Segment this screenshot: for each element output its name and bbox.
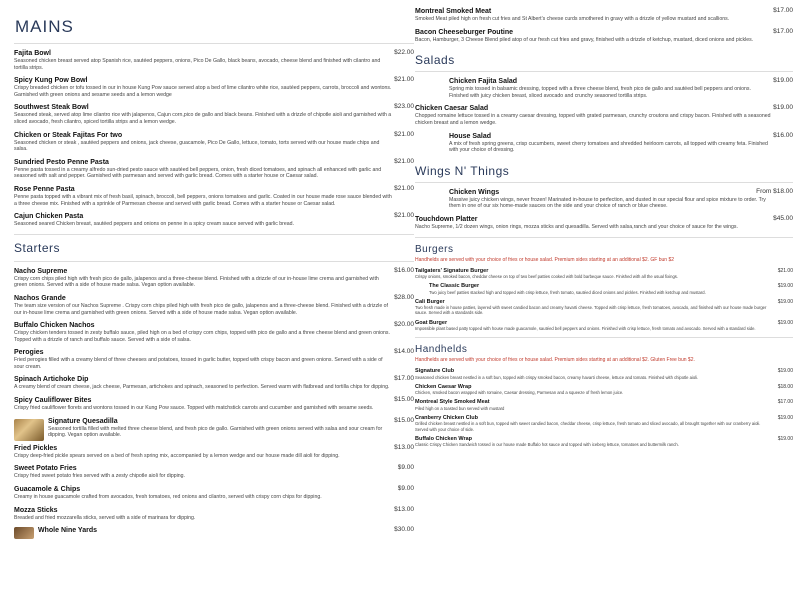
item-name: Chicken Caesar Salad: [415, 105, 489, 113]
item-desc: Crispy chicken tenders tossed in zesty buffalo sauce, piled high on a bed of crispy corn chips, topped with pico de gallo and a three cheese blend and green onions. Topped with a drizzle of ranch and buffalo sauce. Served with a side of salsa.: [14, 330, 390, 343]
item-name: Goat Burger: [415, 319, 448, 326]
item-desc: Seasoned steak, served atop lime cilantro rice with jalapenos, Cajun corn,pico de gallo and black beans. Finished with a drizzle of chipotle aioli and garnished with a sliced avocado, fresh cilantro, spiced tortilla strips and a lemon wedge.: [14, 112, 392, 125]
item-name: Guacamole & Chips: [14, 486, 81, 494]
menu-item: [14, 322, 414, 343]
menu-item: [415, 436, 793, 448]
item-price: $19.00: [777, 368, 793, 375]
item-desc: Two fresh made in house patties, layered with sweet candied bacon and creamy havarti cheese. Topped with crisp lettuce, fresh tomatoes, avocado, and finished with our house made burger sauce. Served with a standards side.: [415, 305, 767, 316]
item-desc: Seasoned chicken breast nestled in a soft bun, topped with crispy smoked bacon, creamy havarti cheese, lettuce and tomato. Finished with chipotle aioli.: [415, 374, 699, 380]
menu-item: [14, 445, 414, 460]
item-name: Fried Pickles: [14, 444, 58, 452]
item-price: $19.00: [777, 283, 793, 290]
handhelds-heading: Handhelds: [415, 344, 468, 356]
item-price: $19.00: [777, 435, 793, 442]
item-desc: A creamy blend of cream cheese, jack cheese, Parmesan, artichokes and spinach, seasoned to perfection. Served warm with flatbread and tortilla chips for dipping.: [14, 384, 390, 391]
divider: [14, 261, 414, 262]
menu-item: [14, 418, 414, 439]
item-price: $13.00: [394, 505, 414, 513]
menu-item: [14, 486, 414, 501]
item-price: $15.00: [394, 396, 414, 404]
item-price: $18.00: [777, 383, 793, 390]
item-price: $19.00: [773, 104, 793, 112]
item-price: $17.00: [777, 399, 793, 406]
item-name: Chicken Fajita Salad: [449, 78, 518, 86]
menu-item: [415, 78, 793, 99]
menu-item: [415, 320, 793, 332]
item-desc: Breaded and fried mozzarella sticks, served with a side of marinara for dipping.: [14, 514, 196, 521]
item-desc: Chopped romaine lettuce tossed in a creamy caesar dressing, topped with grated parmesan, crunchy croutons and crispy bacon. Finished with a seasoned chicken breast and a lemon wedge.: [415, 113, 771, 126]
item-price: $15.00: [394, 416, 414, 424]
menu-item: [14, 295, 414, 316]
item-price: $9.00: [397, 464, 414, 472]
item-name: Nachos Grande: [14, 294, 66, 302]
item-name: House Salad: [449, 132, 492, 140]
left-column: [14, 0, 414, 541]
item-name: Fajita Bowl: [14, 50, 51, 57]
item-desc: Two juicy beef patties stacked high and topped with crisp lettuce, fresh tomato, sautéed diced onions and pickles. Finished with ketchup and mustard.: [429, 289, 706, 295]
menu-item: [14, 349, 414, 370]
item-price: $22.00: [394, 49, 414, 56]
item-name: Cajun Chicken Pasta: [14, 213, 84, 221]
menu-item: [14, 50, 414, 71]
burgers-note: Handhelds are served with your choice of fries or house salad. Premium sides starting at an additional $2. GF bun $2: [415, 256, 675, 263]
item-name: Signature Club: [415, 368, 455, 375]
item-name: Spicy Kung Pow Bowl: [14, 77, 88, 85]
item-price: $19.00: [777, 319, 793, 326]
item-price: $19.00: [777, 298, 793, 305]
menu-item: [415, 216, 793, 231]
menu-item: [14, 527, 414, 535]
item-name: Cranberry Chicken Club: [415, 415, 478, 421]
divider: [14, 43, 414, 44]
menu-item: [14, 104, 414, 125]
salads-heading: Salads: [415, 53, 455, 68]
menu-item: [415, 133, 793, 154]
item-name: Touchdown Platter: [415, 215, 478, 223]
divider: [415, 237, 793, 238]
item-price: $19.00: [773, 77, 793, 85]
item-name: Perogies: [14, 349, 44, 357]
menu-item: [415, 283, 793, 295]
mains-heading: MAINS: [15, 17, 74, 36]
item-desc: Seasoned chicken breast served atop Spanish rice, sautéed peppers, onions, Pico De Gallo, black beans, avocado, cheese blend and finished with cilantro and tortilla strips.: [14, 58, 381, 71]
item-desc: Spring mix tossed in balsamic dressing, topped with a three cheese blend, fresh pico de gallo and sautéed bell peppers and onions. Finished with juicy chicken breast, sliced avocado and crunchy seasoned tortilla strips.: [449, 86, 751, 99]
item-desc: Nacho Supreme, 1/2 dozen wings, onion rings, mozza sticks and quesadilla. Served with salsa,ranch and your choice of sauce for the wings.: [415, 223, 738, 230]
item-price: $21.00: [394, 212, 414, 220]
item-desc: Classic Crispy Chicken Sandwich tossed in our house made Buffalo hot sauce and topped with iceberg lettuce, tomatoes and buttermilk ranch.: [415, 442, 679, 448]
item-price: $13.00: [394, 443, 414, 451]
item-desc: Crispy fried cauliflower florets and wontons tossed in our Kung Pow sauce. Topped with matchstick carrots and cucumber and garnished with sesame seeds.: [14, 405, 374, 412]
quesadilla-photo: [14, 419, 44, 441]
item-name: Nacho Supreme: [14, 267, 68, 275]
menu-item: [415, 415, 793, 432]
item-desc: Seasoned chicken or steak , sautéed peppers and onions, jack cheese, guacamole, Pico De Gallo, lettuce, tomato, torts served with our house made chips and salsa.: [14, 139, 380, 153]
item-desc: Crispy fried sweet potato fries served with a zesty chipotle aioli for dipping.: [14, 473, 185, 480]
item-price: $14.00: [394, 348, 414, 356]
item-desc: A mix of fresh spring greens, crisp cucumbers, sweet cherry tomatoes and shredded heirloom carrots, all topped with creamy feta. Finished with your choice of dressing.: [449, 140, 768, 154]
menu-item: [415, 29, 793, 44]
item-price: $21.00: [394, 184, 414, 192]
item-price: $28.00: [394, 293, 414, 301]
divider: [415, 337, 793, 338]
item-desc: Massive juicy chicken wings, never frozen! Marinated in-house to perfection, and dusted in our special flour and spice mixture to order. Try them in one of our six home-made sauces on the side and your choice of ranch or blue cheese.: [449, 196, 766, 210]
item-name: Whole Nine Yards: [38, 527, 97, 535]
item-price: From $18.00: [756, 187, 793, 195]
item-price: $19.00: [777, 415, 793, 421]
item-price: $21.00: [394, 157, 414, 165]
menu-item: [14, 132, 414, 153]
item-price: $20.00: [394, 321, 414, 329]
divider: [14, 234, 414, 235]
item-desc: Penne pasta tossed in a creamy alfredo sun-dried pesto sauce with sautéed bell peppers, onion, fresh diced tomatoes, and spinach all enhanced with garlic and seasoned with salt and pepper. Garnished with parmesan and served with garlic bread. Comes with a starter house or Caesar salad.: [14, 166, 382, 180]
burgers-heading: Burgers: [415, 243, 454, 255]
menu-item: [415, 189, 793, 210]
item-name: Mozza Sticks: [14, 506, 58, 514]
item-price: $23.00: [394, 103, 414, 111]
item-name: Buffalo Chicken Wrap: [415, 435, 473, 442]
item-price: $17.00: [773, 7, 793, 14]
handhelds-note: Handhelds are served with your choice of fries or house salad. Premium sides starting at an additional $2. Gluten Free bun $2.: [415, 357, 695, 364]
item-name: Buffalo Chicken Nachos: [14, 322, 95, 330]
menu-item: [14, 77, 414, 98]
item-desc: Crispy corn chips piled high with fresh pico de gallo, jalapenos and a three-cheese blend. Finished with a drizzle of our in-house lime crema and garnished with green onions. Served with a side of house made salsa. Vegan option available.: [14, 275, 379, 289]
item-desc: Seasoned tortilla filled with melted three cheese blend, and fresh pico de gallo. Garnished with green onions served with salsa and sour cream for dipping. Vegan option available.: [48, 425, 383, 439]
whole-nine-yards-photo: [14, 527, 34, 539]
item-desc: Crispy breaded chicken or tofu tossed in our in house Kung Pow sauce served atop a bed of lime cilantro white rice, sautéed peppers, carrots, broccoli and wontons. Garnished with green onions and sesame seeds and a lemon wedge: [14, 85, 392, 98]
item-desc: Creamy in house guacamole crafted from avocados, fresh tomatoes, red onions and cilantro, served with crispy corn chips for dipping.: [14, 494, 322, 501]
item-price: $17.00: [394, 375, 414, 383]
item-desc: Crispy onions, smoked bacon, cheddar cheese on top of two beef patties cooked with bold barbeque sauce. Finished with all the usual fixings.: [415, 273, 679, 279]
item-name: Chicken Wings: [449, 188, 500, 196]
menu-item: [415, 105, 793, 126]
item-name: Southwest Steak Bowl: [14, 104, 89, 112]
item-price: $9.00: [397, 485, 414, 493]
item-price: $30.00: [394, 526, 414, 534]
item-desc: Crispy deep-fried pickle spears served on a bed of fresh spring mix, accompanied by a lemon wedge and our house made dill aioli for dipping.: [14, 452, 340, 459]
item-desc: Fried perogies filled with a creamy blend of three cheeses and potatoes, tossed in garlic butter, topped with crispy bacon and green onions. Served with a side of sour cream.: [14, 357, 383, 370]
item-name: Spicy Cauliflower Bites: [14, 397, 92, 405]
item-desc: Seasoned seared Chicken breast, sautéed peppers and onions on penne in a spicy cream sauce served with garlic bread.: [14, 221, 295, 228]
item-name: Signature Quesadilla: [48, 417, 118, 425]
right-column: [415, 8, 793, 451]
item-name: Bacon Cheeseburger Poutine: [415, 28, 514, 36]
item-desc: Bacon, Hamburger, 3 Cheese Blend piled atop of our fresh cut fries and gravy, finished with a drizzle of ketchup, mustard, diced onions and pickles.: [415, 36, 754, 43]
item-name: Rose Penne Pasta: [14, 185, 75, 193]
item-name: Sundried Pesto Penne Pasta: [14, 158, 109, 166]
menu-item: [415, 399, 793, 411]
item-price: $21.00: [394, 130, 414, 138]
item-price: $21.00: [394, 76, 414, 84]
menu-item: [14, 507, 414, 522]
menu-item: [14, 268, 414, 289]
menu-item: [14, 213, 414, 228]
menu-item: [14, 186, 414, 207]
item-price: $21.00: [777, 267, 793, 274]
wings-heading: Wings N' Things: [415, 163, 510, 178]
divider: [415, 71, 793, 72]
menu-item: [415, 299, 793, 316]
item-desc: Smoked Meat piled high on fresh cut fries and St Albert's cheese curds smothered in gravy with a drizzle of yellow mustard and scallions.: [415, 16, 730, 22]
item-name: Montreal Smoked Meat: [415, 8, 492, 15]
item-name: Sweet Potato Fries: [14, 465, 77, 473]
item-desc: Grilled chicken breast nestled in a soft bun, topped with sweet candied bacon, cheddar cheese, crisp lettuce, fresh tomato and sliced avocado, all brought together with our cranberry aioli. Served with your choice of side.: [415, 421, 761, 432]
item-desc: Penne pasta topped with a vibrant mix of fresh basil, spinach, broccoli, bell peppers, onions tomatoes and garlic. Coated in our house made rose sauce blended with a three cheese mix. Finished with a sprinkle of Parmesan cheese and served with garlic bread. Comes with a starter house or Caesar salad.: [14, 193, 392, 207]
item-name: Tailgaters' Signature Burger: [415, 267, 489, 274]
item-name: The Classic Burger: [429, 283, 480, 290]
item-name: Chicken Caesar Wrap: [415, 383, 472, 390]
item-desc: Piled high on a toasted bun served with mustard: [415, 405, 505, 411]
item-name: Cali Burger: [415, 298, 445, 305]
item-desc: Impossible plant based patty topped with house made guacamole, sautéed bell peppers and onions. Finished with crisp lettuce, fresh tomato and avocado. Served with a standard side.: [415, 325, 756, 331]
item-price: $17.00: [773, 27, 793, 35]
item-price: $16.00: [394, 266, 414, 274]
item-name: Montreal Style Smoked Meat: [415, 399, 490, 406]
starters-heading: Starters: [14, 240, 61, 255]
item-name: Spinach Artichoke Dip: [14, 376, 89, 384]
menu-item: [415, 8, 793, 23]
item-name: Chicken or Steak Fajitas For two: [14, 131, 123, 139]
menu-item: [415, 268, 793, 280]
item-price: $45.00: [773, 214, 793, 222]
divider: [415, 182, 793, 183]
menu-item: [14, 397, 414, 412]
menu-item: [14, 159, 414, 180]
menu-item: [415, 368, 793, 380]
item-price: $16.00: [773, 131, 793, 139]
item-desc: The team size version of our Nachos Supreme . Crispy corn chips piled high with fresh pico de gallo, jalapenos and a three-cheese blend. Finished with a drizzle of our in-house lime crema and garnished with green onions. Served with a side of house made salsa. Vegan option available.: [14, 302, 388, 316]
menu-item: [415, 384, 793, 396]
menu-item: [14, 376, 414, 391]
menu-item: [14, 465, 414, 480]
item-desc: Chicken, smoked bacon wrapped with romaine, Caesar dressing, Parmesan and a squeeze of fresh lemon juice.: [415, 390, 624, 396]
